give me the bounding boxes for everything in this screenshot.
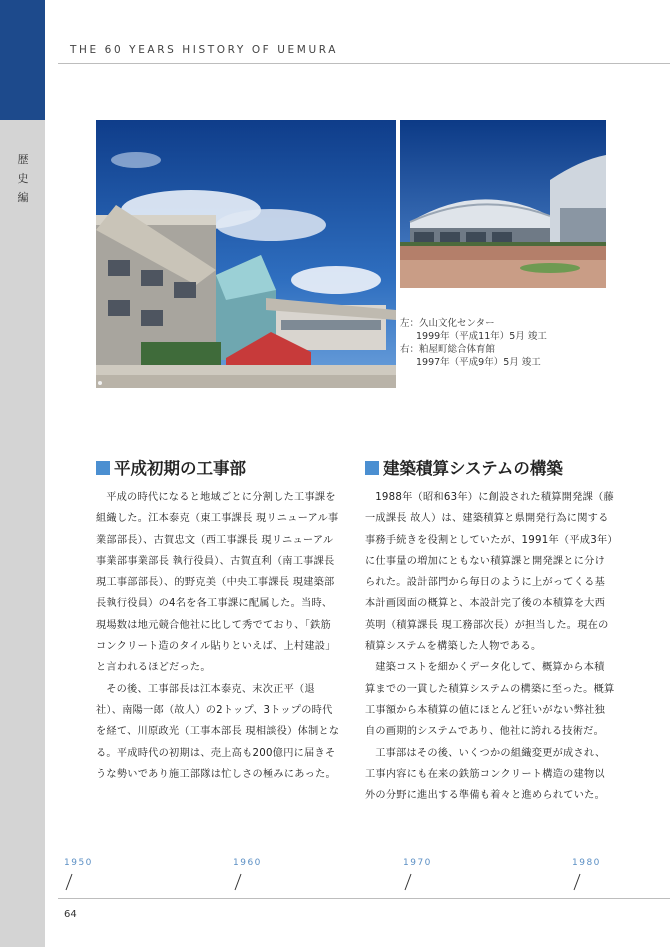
section-heading-estimation-system bbox=[365, 455, 563, 479]
photo-caption bbox=[400, 317, 600, 369]
sidebar-accent-block bbox=[0, 0, 45, 120]
caption-left-label: 左：久山文化センター bbox=[400, 318, 495, 329]
sidebar-chapter-label bbox=[14, 150, 32, 207]
timeline-rule bbox=[58, 898, 670, 899]
caption-right-date: 1997年（平成9年）5月 竣工 bbox=[416, 357, 541, 368]
photo-hisayama-culture-center bbox=[96, 120, 396, 388]
article-column-right bbox=[365, 487, 615, 806]
paragraph: 平成の時代になると地域ごとに分割した工事課を組織した。江本泰克（東工事課長 現リニューアル事業部部長）、古賀忠文（西工事課長 現リニューアル事業部事業部長 執行役員）、古賀直利（南工事課長 現工事部部長）、的野克美（中央工事課長 現建築部長執行役員）の4名を各工事課に配属した。当時、現場数は地元競合他社に比して秀でており、「鉄筋コンクリート造のタイル貼りといえば、上村建設」と言われるほどだった。 bbox=[96, 492, 339, 674]
paragraph: 1988年（昭和63年）に創設された積算開発課（藤一成課長 故人）は、建築積算と県開発行為に関する事務手続きを役割としていたが、1991年（平成3年）に仕事量の増加にともない積算課と開発課とに分けられた。設計部門から毎日のように上がってくる基本計画図面の概算と、本設計完了後の本積算を大西英明（積算課長 現工務部次長）が担当した。現在の積算システムを構築した人物である。 bbox=[365, 492, 614, 653]
paragraph: 工事部はその後、いくつかの組織変更が成され、工事内容にも在来の鉄筋コンクリート構造の建物以外の分野に進出する準備も着々と進められていた。 bbox=[365, 747, 606, 802]
photo-kasuya-gymnasium bbox=[400, 120, 606, 288]
caption-left-date: 1999年（平成11年）5月 竣工 bbox=[416, 331, 547, 342]
heading-text: 平成初期の工事部 bbox=[114, 459, 246, 478]
heading-text: 建築積算システムの構築 bbox=[383, 459, 563, 478]
timeline-decade-label: 1980 bbox=[572, 858, 601, 868]
page-header-title: THE 60 YEARS HISTORY OF UEMURA bbox=[70, 44, 338, 56]
sidebar-char: 編 bbox=[17, 191, 29, 204]
timeline-tick-icon bbox=[64, 873, 74, 891]
timeline-tick-icon bbox=[233, 873, 243, 891]
sidebar-char: 史 bbox=[17, 172, 29, 185]
sidebar-strip bbox=[0, 120, 45, 947]
sidebar-char: 歴 bbox=[17, 153, 29, 166]
caption-right-label: 右：粕屋町総合体育館 bbox=[400, 344, 496, 355]
heading-square-icon bbox=[365, 461, 379, 475]
heading-square-icon bbox=[96, 461, 110, 475]
timeline-decade-label: 1950 bbox=[64, 858, 93, 868]
paragraph: その後、工事部長は江本泰克、末次正平（退社）、南陽一郎（故人）の2トップ、3トップの時代を経て、川原政光（工事本部長 現相談役）体制となる。平成時代の初期は、売上高も200億円に届きそうな勢いであり施工部隊は忙しさの極みにあった。 bbox=[96, 683, 340, 780]
paragraph: 建築コストを細かくデータ化して、概算から本積算までの一貫した積算システムの構築に至った。概算工事額から本積算の値にほとんど狂いがない弊社独自の画期的システムであり、他社に誇れる技術だ。 bbox=[365, 662, 615, 738]
section-heading-heisei-construction bbox=[96, 455, 246, 479]
timeline-tick-icon bbox=[572, 873, 582, 891]
header-divider bbox=[58, 63, 670, 64]
timeline-tick-icon bbox=[403, 873, 413, 891]
page-number: 64 bbox=[64, 909, 77, 920]
article-column-left bbox=[96, 487, 340, 785]
timeline-decade-label: 1960 bbox=[233, 858, 262, 868]
timeline-decade-label: 1970 bbox=[403, 858, 432, 868]
